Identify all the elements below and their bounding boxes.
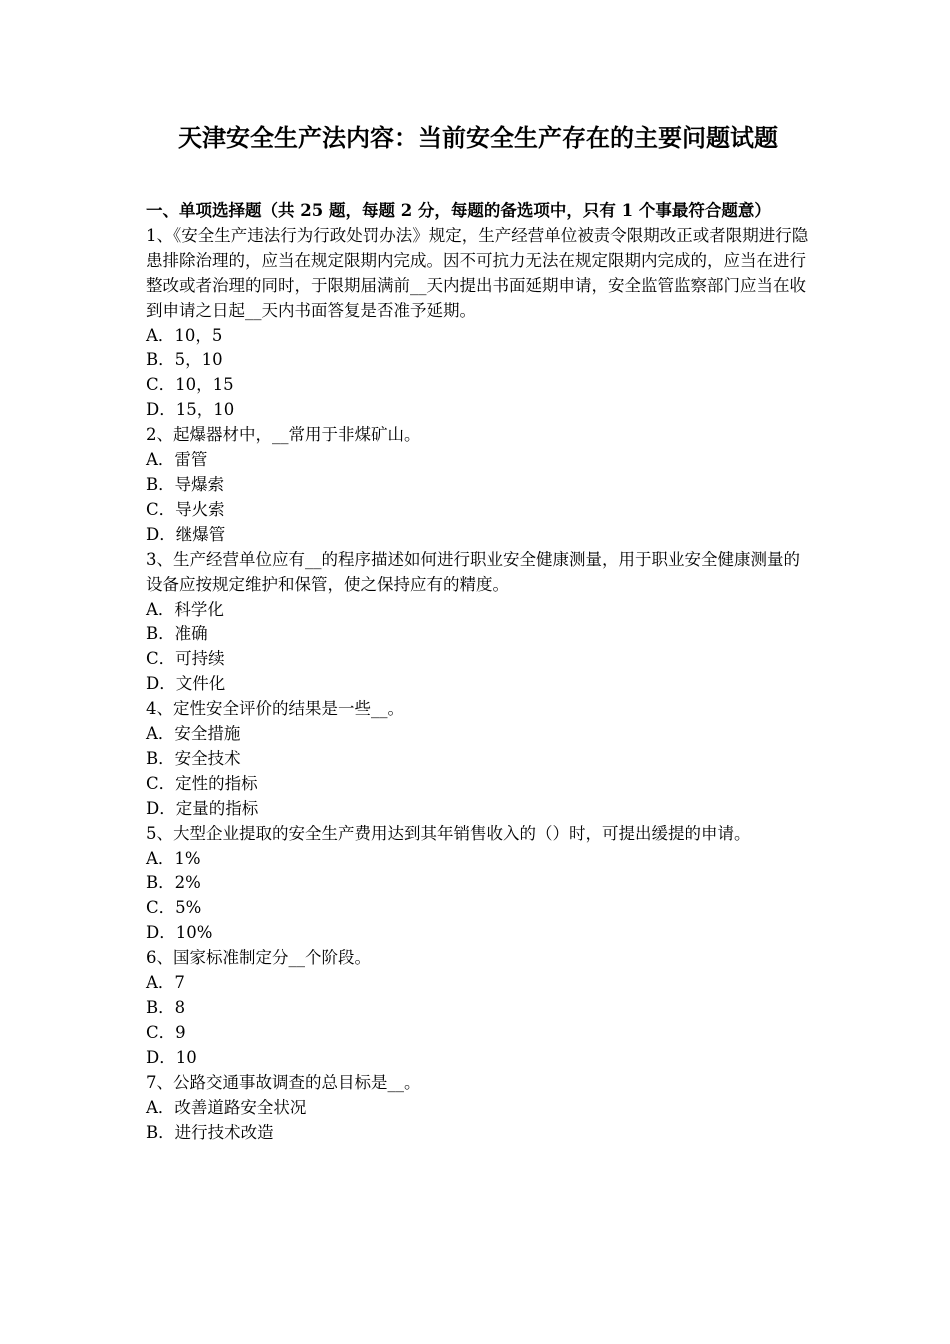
answer-option: C．导火索 <box>146 499 225 519</box>
answer-option: C．5% <box>146 898 202 918</box>
question-block <box>146 1071 810 1146</box>
answer-option: A．雷管 <box>146 450 208 470</box>
answer-option: A．安全措施 <box>146 724 241 744</box>
question-block <box>146 697 810 822</box>
question-block <box>146 423 810 548</box>
question-block <box>146 548 810 697</box>
question-text: 5、大型企业提取的安全生产费用达到其年销售收入的（）时，可提出缓提的申请。 <box>146 823 751 843</box>
answer-option: D．继爆管 <box>146 524 226 544</box>
answer-option: A．改善道路安全状况 <box>146 1097 307 1117</box>
question-text: 6、国家标准制定分__个阶段。 <box>146 948 371 968</box>
question-block <box>146 224 810 423</box>
answer-option: A．7 <box>146 973 185 993</box>
answer-option: A．10，5 <box>146 325 223 345</box>
answer-option: B．2% <box>146 873 201 893</box>
answer-option: B．导爆索 <box>146 474 225 494</box>
document-title: 天津安全生产法内容：当前安全生产存在的主要问题试题 <box>178 123 778 152</box>
answer-option: C．9 <box>146 1022 186 1042</box>
answer-option: B．进行技术改造 <box>146 1122 274 1142</box>
answer-option: A．科学化 <box>146 599 224 619</box>
answer-option: C．可持续 <box>146 649 225 669</box>
question-text: 1、《安全生产违法行为行政处罚办法》规定，生产经营单位被责令限期改正或者限期进行隐患排除治理的，应当在规定限期内完成。因不可抗力无法在规定限期内完成的，应当在进行整改或者治理的同时，于限期届满前__天内提出书面延期申请，安全监管监察部门应当在收到申请之日起__天内书面答复是否准予延期。 <box>146 225 809 320</box>
question-text: 7、公路交通事故调查的总目标是__。 <box>146 1072 421 1092</box>
answer-option: B．5，10 <box>146 350 223 370</box>
answer-option: D．10 <box>146 1047 197 1067</box>
question-text: 2、起爆器材中，__常用于非煤矿山。 <box>146 425 421 445</box>
question-text: 3、生产经营单位应有__的程序描述如何进行职业安全健康测量，用于职业安全健康测量的设备应按规定维护和保管，使之保持应有的精度。 <box>146 549 800 594</box>
answer-option: B．准确 <box>146 624 208 644</box>
answer-option: B．安全技术 <box>146 748 241 768</box>
question-text: 4、定性安全评价的结果是一些__。 <box>146 699 404 719</box>
document-body <box>146 199 810 1145</box>
answer-option: D．定量的指标 <box>146 798 259 818</box>
answer-option: A．1% <box>146 848 201 868</box>
answer-option: D．文件化 <box>146 674 226 694</box>
answer-option: C．定性的指标 <box>146 773 258 793</box>
answer-option: D．15，10 <box>146 400 235 420</box>
question-block <box>146 946 810 1071</box>
answer-option: C．10，15 <box>146 375 234 395</box>
section-heading: 一、单项选择题（共 25 题，每题 2 分，每题的备选项中，只有 1 个事最符合题意） <box>146 201 771 220</box>
answer-option: D．10% <box>146 923 213 943</box>
answer-option: B．8 <box>146 998 186 1017</box>
question-block <box>146 822 810 947</box>
